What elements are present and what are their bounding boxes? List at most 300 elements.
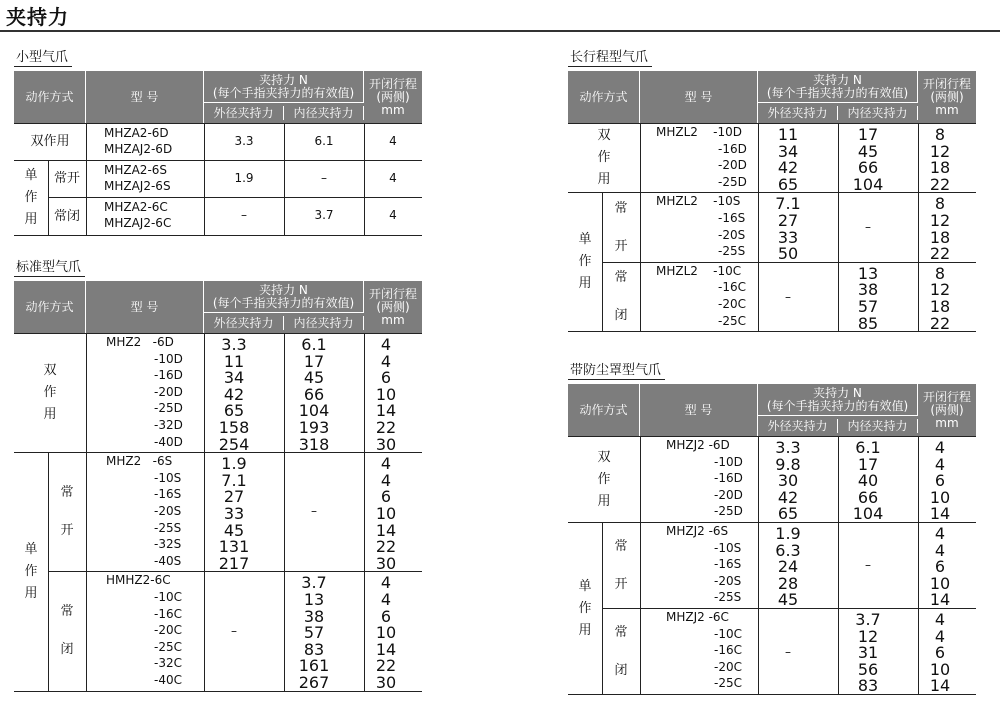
model-cell: -25D	[714, 504, 743, 519]
stroke-cell: 4	[380, 470, 392, 490]
stroke-cell: 4	[934, 454, 946, 474]
stroke-cell: 6	[380, 606, 392, 626]
inner-force-cell: 38	[303, 606, 325, 626]
normally-closed-label: 常闭	[53, 208, 80, 224]
normally-closed-label	[48, 572, 86, 690]
label-char: 用	[43, 407, 57, 423]
stroke-cell: 4	[380, 351, 392, 371]
stroke-cell: 12	[929, 141, 951, 161]
label-char: 用	[597, 172, 611, 188]
model-cell: -32S	[154, 537, 182, 552]
label-char: 闭	[614, 307, 628, 323]
model-cell: -10D	[714, 454, 743, 469]
gripping-force-title: 夹持力 N	[259, 282, 308, 297]
normally-open-label	[48, 453, 86, 571]
outer-force-cell: –	[785, 644, 791, 659]
stroke-cell: 30	[375, 553, 397, 573]
normally-closed-label	[602, 609, 640, 694]
model-cell: -16C	[718, 280, 746, 295]
model-cell: -16C	[154, 606, 182, 621]
inner-force-header: 内径夹持力	[838, 419, 918, 433]
outer-force-cell: –	[231, 624, 237, 639]
stroke-cell: 18	[929, 158, 951, 178]
inner-force-cell: 318	[298, 434, 330, 454]
model-cell: -16D	[154, 368, 183, 383]
outer-force-cell: 45	[223, 520, 245, 540]
double-action-label	[14, 334, 86, 452]
stroke-cell: 22	[375, 537, 397, 557]
outer-force-cell: –	[241, 208, 247, 222]
stroke-cell: 4	[934, 540, 946, 560]
outer-force-cell: 65	[777, 504, 799, 524]
normally-open-label: 常开	[53, 171, 80, 186]
model-cell: -25C	[718, 313, 746, 328]
stroke-cell: 8	[934, 194, 946, 214]
outer-force-cell: 24	[777, 557, 799, 577]
stroke-cell: 4	[380, 589, 392, 609]
stroke-cell: 22	[929, 313, 951, 333]
stroke-cell: 22	[375, 418, 397, 437]
inner-force-header: 内径夹持力	[284, 106, 364, 120]
gripping-force-title: 夹持力 N	[813, 72, 862, 87]
gripping-force-header	[758, 384, 918, 416]
double-action-label: 双作用	[30, 134, 70, 149]
inner-force-cell: 56	[857, 659, 879, 679]
outer-force-cell: 28	[777, 573, 799, 593]
outer-force-cell: 131	[218, 537, 250, 557]
model-cell: -16C	[714, 643, 742, 658]
stroke-note: (两侧)	[930, 89, 964, 104]
label-char: 单	[24, 541, 38, 557]
inner-force-cell: 161	[298, 656, 330, 676]
inner-force-cell: 57	[857, 296, 879, 316]
column-divider	[86, 334, 87, 452]
model-cell: -25S	[718, 244, 746, 259]
label-char: 作	[24, 563, 38, 579]
label-char: 常	[614, 269, 628, 285]
outer-force-cell: 1.9	[775, 524, 801, 543]
outer-force-cell: 3.3	[221, 335, 247, 354]
label-char: 常	[614, 538, 628, 554]
stroke-title: 开闭行程	[922, 76, 971, 91]
stroke-cell: 18	[929, 227, 951, 247]
label-char: 作	[578, 254, 592, 270]
inner-force-cell: 193	[298, 418, 330, 437]
outer-force-cell: 42	[777, 158, 799, 178]
model-cell: MHZL2 -10D	[656, 125, 743, 139]
model-cell: -25S	[714, 590, 742, 605]
dust-cover-gripper-title: 带防尘罩型气爪	[568, 362, 665, 380]
stroke-cell: 30	[375, 434, 397, 454]
outer-force-cell: 3.3	[775, 438, 801, 457]
stroke-cell: 10	[375, 384, 397, 404]
stroke-cell: 4	[389, 134, 397, 148]
label-char: 单	[578, 578, 592, 594]
outer-force-cell: 1.9	[221, 454, 247, 474]
stroke-cell: 14	[375, 401, 397, 421]
model-header: 型 号	[640, 71, 758, 123]
model-cell: -25D	[154, 401, 183, 416]
gripping-force-note: (每个手指夹持力的有效值)	[766, 85, 909, 100]
stroke-cell: 6	[934, 643, 946, 663]
table-header	[568, 71, 976, 123]
model-cell: -10C	[154, 589, 182, 604]
stroke-cell: 4	[380, 454, 392, 474]
inner-force-cell: –	[321, 171, 327, 185]
model-cell: -20S	[154, 503, 182, 518]
single-action-label	[568, 523, 602, 694]
outer-force-cell: 34	[223, 368, 245, 388]
model-cell: -40S	[154, 553, 182, 568]
model-cell: MHZ2 -6S	[106, 454, 173, 469]
label-char: 闭	[60, 642, 74, 658]
model-cell: -20D	[718, 158, 747, 173]
single-action-label: 单 作 用	[24, 168, 38, 227]
outer-force-header: 外径夹持力	[758, 106, 838, 120]
table-header	[14, 281, 422, 333]
model-cell: -10S	[154, 470, 182, 485]
model-cell: -25S	[154, 520, 182, 535]
stroke-cell: 4	[934, 438, 946, 457]
model-cell: -10S	[714, 540, 742, 555]
inner-force-cell: 6.1	[855, 438, 881, 457]
stroke-cell: 14	[929, 676, 951, 696]
stroke-header	[364, 71, 422, 123]
inner-force-cell: 17	[857, 125, 879, 144]
small-gripper-section	[14, 46, 422, 236]
column-divider	[640, 124, 641, 192]
label-char: 用	[578, 276, 592, 292]
stroke-cell: 10	[929, 487, 951, 507]
table-header	[14, 71, 422, 123]
stroke-cell: 4	[380, 335, 392, 354]
inner-force-cell: 12	[857, 626, 879, 646]
gripping-force-note: (每个手指夹持力的有效值)	[212, 85, 355, 100]
stroke-note: (两侧)	[930, 402, 964, 417]
label-char: 闭	[614, 662, 628, 678]
inner-force-cell: 83	[857, 676, 879, 696]
outer-force-cell: 3.3	[234, 134, 254, 148]
model-cell: MHZAJ2-6D	[104, 142, 173, 156]
stroke-cell: 10	[375, 503, 397, 523]
label-char: 作	[578, 600, 592, 616]
outer-force-cell: 33	[223, 503, 245, 523]
model-cell: MHZ2 -6D	[106, 335, 174, 349]
standard-gripper-title: 标准型气爪	[14, 259, 85, 277]
action-header: 动作方式	[14, 71, 86, 123]
single-acting-group	[568, 192, 976, 331]
model-cell: MHZAJ2-6S	[104, 179, 171, 193]
inner-force-cell: 3.7	[855, 610, 881, 629]
single-action-label	[14, 453, 48, 690]
double-action-label	[568, 437, 640, 522]
inner-force-cell: 85	[857, 313, 879, 333]
outer-force-cell: 1.9	[234, 171, 254, 185]
model-cell: MHZA2-6D	[104, 126, 169, 140]
inner-force-cell: 38	[857, 280, 879, 300]
dust-cover-gripper-section	[568, 359, 976, 695]
model-cell: -20C	[154, 623, 182, 638]
small-double-group	[14, 123, 422, 160]
stroke-cell: 8	[934, 125, 946, 144]
outer-force-cell: 11	[223, 351, 245, 371]
model-cell: MHZL2 -10S	[656, 194, 741, 209]
inner-force-cell: 267	[298, 672, 330, 692]
stroke-cell: 12	[929, 280, 951, 300]
model-cell: -10D	[154, 351, 183, 366]
model-cell: -20S	[714, 573, 742, 588]
stroke-cell: 10	[929, 659, 951, 679]
double-action-label	[568, 124, 640, 192]
stroke-cell: 4	[934, 626, 946, 646]
label-char: 常	[60, 485, 74, 501]
normally-closed-label	[602, 263, 640, 331]
stroke-cell: 6	[934, 557, 946, 577]
model-cell: -20C	[714, 659, 742, 674]
inner-force-cell: 104	[298, 401, 330, 421]
stroke-cell: 14	[929, 590, 951, 610]
label-char: 双	[597, 449, 611, 465]
double-acting-group	[14, 333, 422, 452]
standard-gripper-section	[14, 256, 422, 692]
outer-force-cell: 42	[223, 384, 245, 404]
inner-force-cell: 6.1	[301, 335, 327, 354]
long-stroke-gripper-section	[568, 46, 976, 332]
inner-force-cell: 45	[857, 141, 879, 161]
model-cell: MHZL2 -10C	[656, 263, 742, 278]
stroke-cell: 4	[389, 208, 397, 222]
outer-force-cell: 45	[777, 590, 799, 610]
model-cell: MHZJ2 -6C	[666, 610, 729, 624]
model-cell: MHZA2-6C	[104, 200, 168, 214]
dust-cover-gripper-table	[568, 384, 976, 695]
stroke-header	[918, 384, 976, 436]
inner-force-cell: 6.1	[314, 134, 334, 148]
gripping-force-header	[204, 281, 364, 313]
label-char: 作	[597, 150, 611, 166]
stroke-cell: 22	[929, 244, 951, 264]
model-cell: -25C	[714, 676, 742, 691]
column-divider	[640, 437, 641, 522]
outer-force-cell: 65	[223, 401, 245, 421]
label-char: 用	[578, 622, 592, 638]
model-cell: -40C	[154, 672, 182, 687]
small-single-group	[14, 160, 422, 235]
gripping-force-title: 夹持力 N	[259, 72, 308, 87]
stroke-cell: 10	[375, 623, 397, 643]
label-char: 作	[597, 471, 611, 487]
model-cell: MHZJ2 -6D	[666, 438, 730, 452]
label-char: 开	[614, 238, 628, 254]
label-char: 双	[43, 363, 57, 379]
stroke-note: (两侧)	[376, 299, 410, 314]
inner-force-cell: 3.7	[301, 573, 327, 593]
model-header: 型 号	[86, 71, 204, 123]
model-cell: MHZA2-6S	[104, 163, 168, 177]
stroke-cell: 18	[929, 296, 951, 316]
label-char: 开	[60, 523, 74, 539]
model-cell: -10C	[714, 626, 742, 641]
stroke-header	[364, 281, 422, 333]
model-cell: -25D	[718, 174, 747, 189]
inner-force-cell: 66	[303, 384, 325, 404]
inner-force-cell: 17	[303, 351, 325, 371]
stroke-cell: 14	[929, 504, 951, 524]
single-acting-group	[14, 452, 422, 690]
stroke-cell: 22	[375, 656, 397, 676]
model-cell: -16S	[154, 487, 182, 502]
outer-force-cell: 11	[777, 125, 799, 144]
model-cell: -20D	[714, 487, 743, 502]
inner-force-cell: 45	[303, 368, 325, 388]
model-cell: -20S	[718, 227, 746, 242]
label-char: 常	[614, 200, 628, 216]
outer-force-cell: 65	[777, 174, 799, 194]
table-header	[568, 384, 976, 436]
gripping-force-header	[758, 71, 918, 103]
model-cell: HMHZ2-6C	[106, 573, 171, 588]
single-action-label	[568, 193, 602, 331]
model-cell: -25C	[154, 639, 182, 654]
outer-force-cell: 27	[223, 487, 245, 507]
stroke-cell: 8	[934, 263, 946, 283]
model-cell: -16S	[714, 557, 742, 572]
stroke-title: 开闭行程	[368, 76, 417, 91]
stroke-cell: 22	[929, 174, 951, 194]
model-cell: -16D	[714, 471, 743, 486]
outer-force-cell: 34	[777, 141, 799, 161]
inner-force-cell: 104	[852, 504, 884, 524]
small-gripper-title: 小型气爪	[14, 49, 72, 67]
stroke-unit: mm	[381, 312, 405, 327]
model-cell: -32C	[154, 656, 182, 671]
inner-force-cell: 3.7	[314, 208, 334, 222]
inner-force-cell: 13	[303, 589, 325, 609]
label-char: 作	[43, 385, 57, 401]
model-cell: -40D	[154, 434, 183, 449]
model-cell: -16D	[718, 141, 747, 156]
normally-open-label	[602, 523, 640, 608]
model-cell: -20C	[718, 296, 746, 311]
outer-force-cell: 6.3	[775, 540, 801, 560]
stroke-cell: 12	[929, 210, 951, 230]
double-acting-group	[568, 123, 976, 192]
outer-force-cell: 42	[777, 487, 799, 507]
stroke-cell: 30	[375, 672, 397, 692]
single-acting-group	[568, 522, 976, 694]
outer-force-cell: 7.1	[221, 470, 247, 490]
label-char: 常	[614, 624, 628, 640]
inner-force-cell: 104	[852, 174, 884, 194]
label-char: 开	[614, 576, 628, 592]
double-acting-group	[568, 436, 976, 522]
model-header: 型 号	[640, 384, 758, 436]
inner-force-cell: 40	[857, 471, 879, 491]
inner-force-cell: 66	[857, 158, 879, 178]
action-header: 动作方式	[14, 281, 86, 333]
outer-force-cell: 158	[218, 418, 250, 437]
stroke-cell: 4	[389, 171, 397, 185]
outer-force-cell: 217	[218, 553, 250, 573]
gripping-force-note: (每个手指夹持力的有效值)	[212, 295, 355, 310]
inner-force-header: 内径夹持力	[284, 316, 364, 330]
stroke-cell: 14	[375, 639, 397, 659]
outer-force-header: 外径夹持力	[758, 419, 838, 433]
stroke-cell: 14	[375, 520, 397, 540]
outer-force-cell: 33	[777, 227, 799, 247]
long-stroke-gripper-table	[568, 71, 976, 332]
outer-force-cell: –	[785, 289, 791, 304]
stroke-title: 开闭行程	[368, 286, 417, 301]
outer-force-cell: 254	[218, 434, 250, 454]
inner-force-header: 内径夹持力	[838, 106, 918, 120]
stroke-unit: mm	[935, 102, 959, 117]
inner-force-cell: –	[311, 504, 317, 519]
inner-force-cell: 17	[857, 454, 879, 474]
stroke-header	[918, 71, 976, 123]
gripping-force-note: (每个手指夹持力的有效值)	[766, 398, 909, 413]
model-cell: -16S	[718, 210, 746, 225]
stroke-cell: 10	[929, 573, 951, 593]
gripping-force-header	[204, 71, 364, 103]
stroke-cell: 4	[380, 573, 392, 593]
outer-force-cell: 50	[777, 244, 799, 264]
action-header: 动作方式	[568, 384, 640, 436]
label-char: 双	[597, 128, 611, 144]
inner-force-cell: 13	[857, 263, 879, 283]
inner-force-cell: 66	[857, 487, 879, 507]
small-gripper-table	[14, 71, 422, 236]
inner-force-cell: 57	[303, 623, 325, 643]
inner-force-cell: 31	[857, 643, 879, 663]
normally-open-label	[602, 193, 640, 261]
outer-force-cell: 30	[777, 471, 799, 491]
stroke-unit: mm	[381, 102, 405, 117]
stroke-cell: 4	[934, 610, 946, 629]
page-title: 夹持力	[6, 5, 69, 29]
standard-gripper-table	[14, 281, 422, 692]
model-cell: MHZAJ2-6C	[104, 216, 172, 230]
stroke-cell: 6	[380, 487, 392, 507]
label-char: 用	[597, 493, 611, 509]
outer-force-cell: 9.8	[775, 454, 801, 474]
action-header: 动作方式	[568, 71, 640, 123]
inner-force-cell: 83	[303, 639, 325, 659]
outer-force-header: 外径夹持力	[204, 316, 284, 330]
stroke-unit: mm	[935, 415, 959, 430]
label-char: 常	[60, 604, 74, 620]
inner-force-cell: –	[865, 557, 871, 572]
gripping-force-title: 夹持力 N	[813, 385, 862, 400]
model-cell: -32D	[154, 418, 183, 432]
stroke-note: (两侧)	[376, 89, 410, 104]
stroke-cell: 6	[934, 471, 946, 491]
stroke-title: 开闭行程	[922, 389, 971, 404]
stroke-cell: 6	[380, 368, 392, 388]
label-char: 单	[578, 232, 592, 248]
label-char: 用	[24, 585, 38, 601]
outer-force-cell: 27	[777, 210, 799, 230]
title-divider	[0, 30, 1000, 32]
outer-force-header: 外径夹持力	[204, 106, 284, 120]
inner-force-cell: –	[865, 219, 871, 234]
stroke-cell: 4	[934, 524, 946, 543]
long-stroke-gripper-title: 长行程型气爪	[568, 49, 652, 67]
model-header: 型 号	[86, 281, 204, 333]
model-cell: -20D	[154, 384, 183, 399]
outer-force-cell: 7.1	[775, 194, 801, 214]
model-cell: MHZJ2 -6S	[666, 524, 729, 538]
